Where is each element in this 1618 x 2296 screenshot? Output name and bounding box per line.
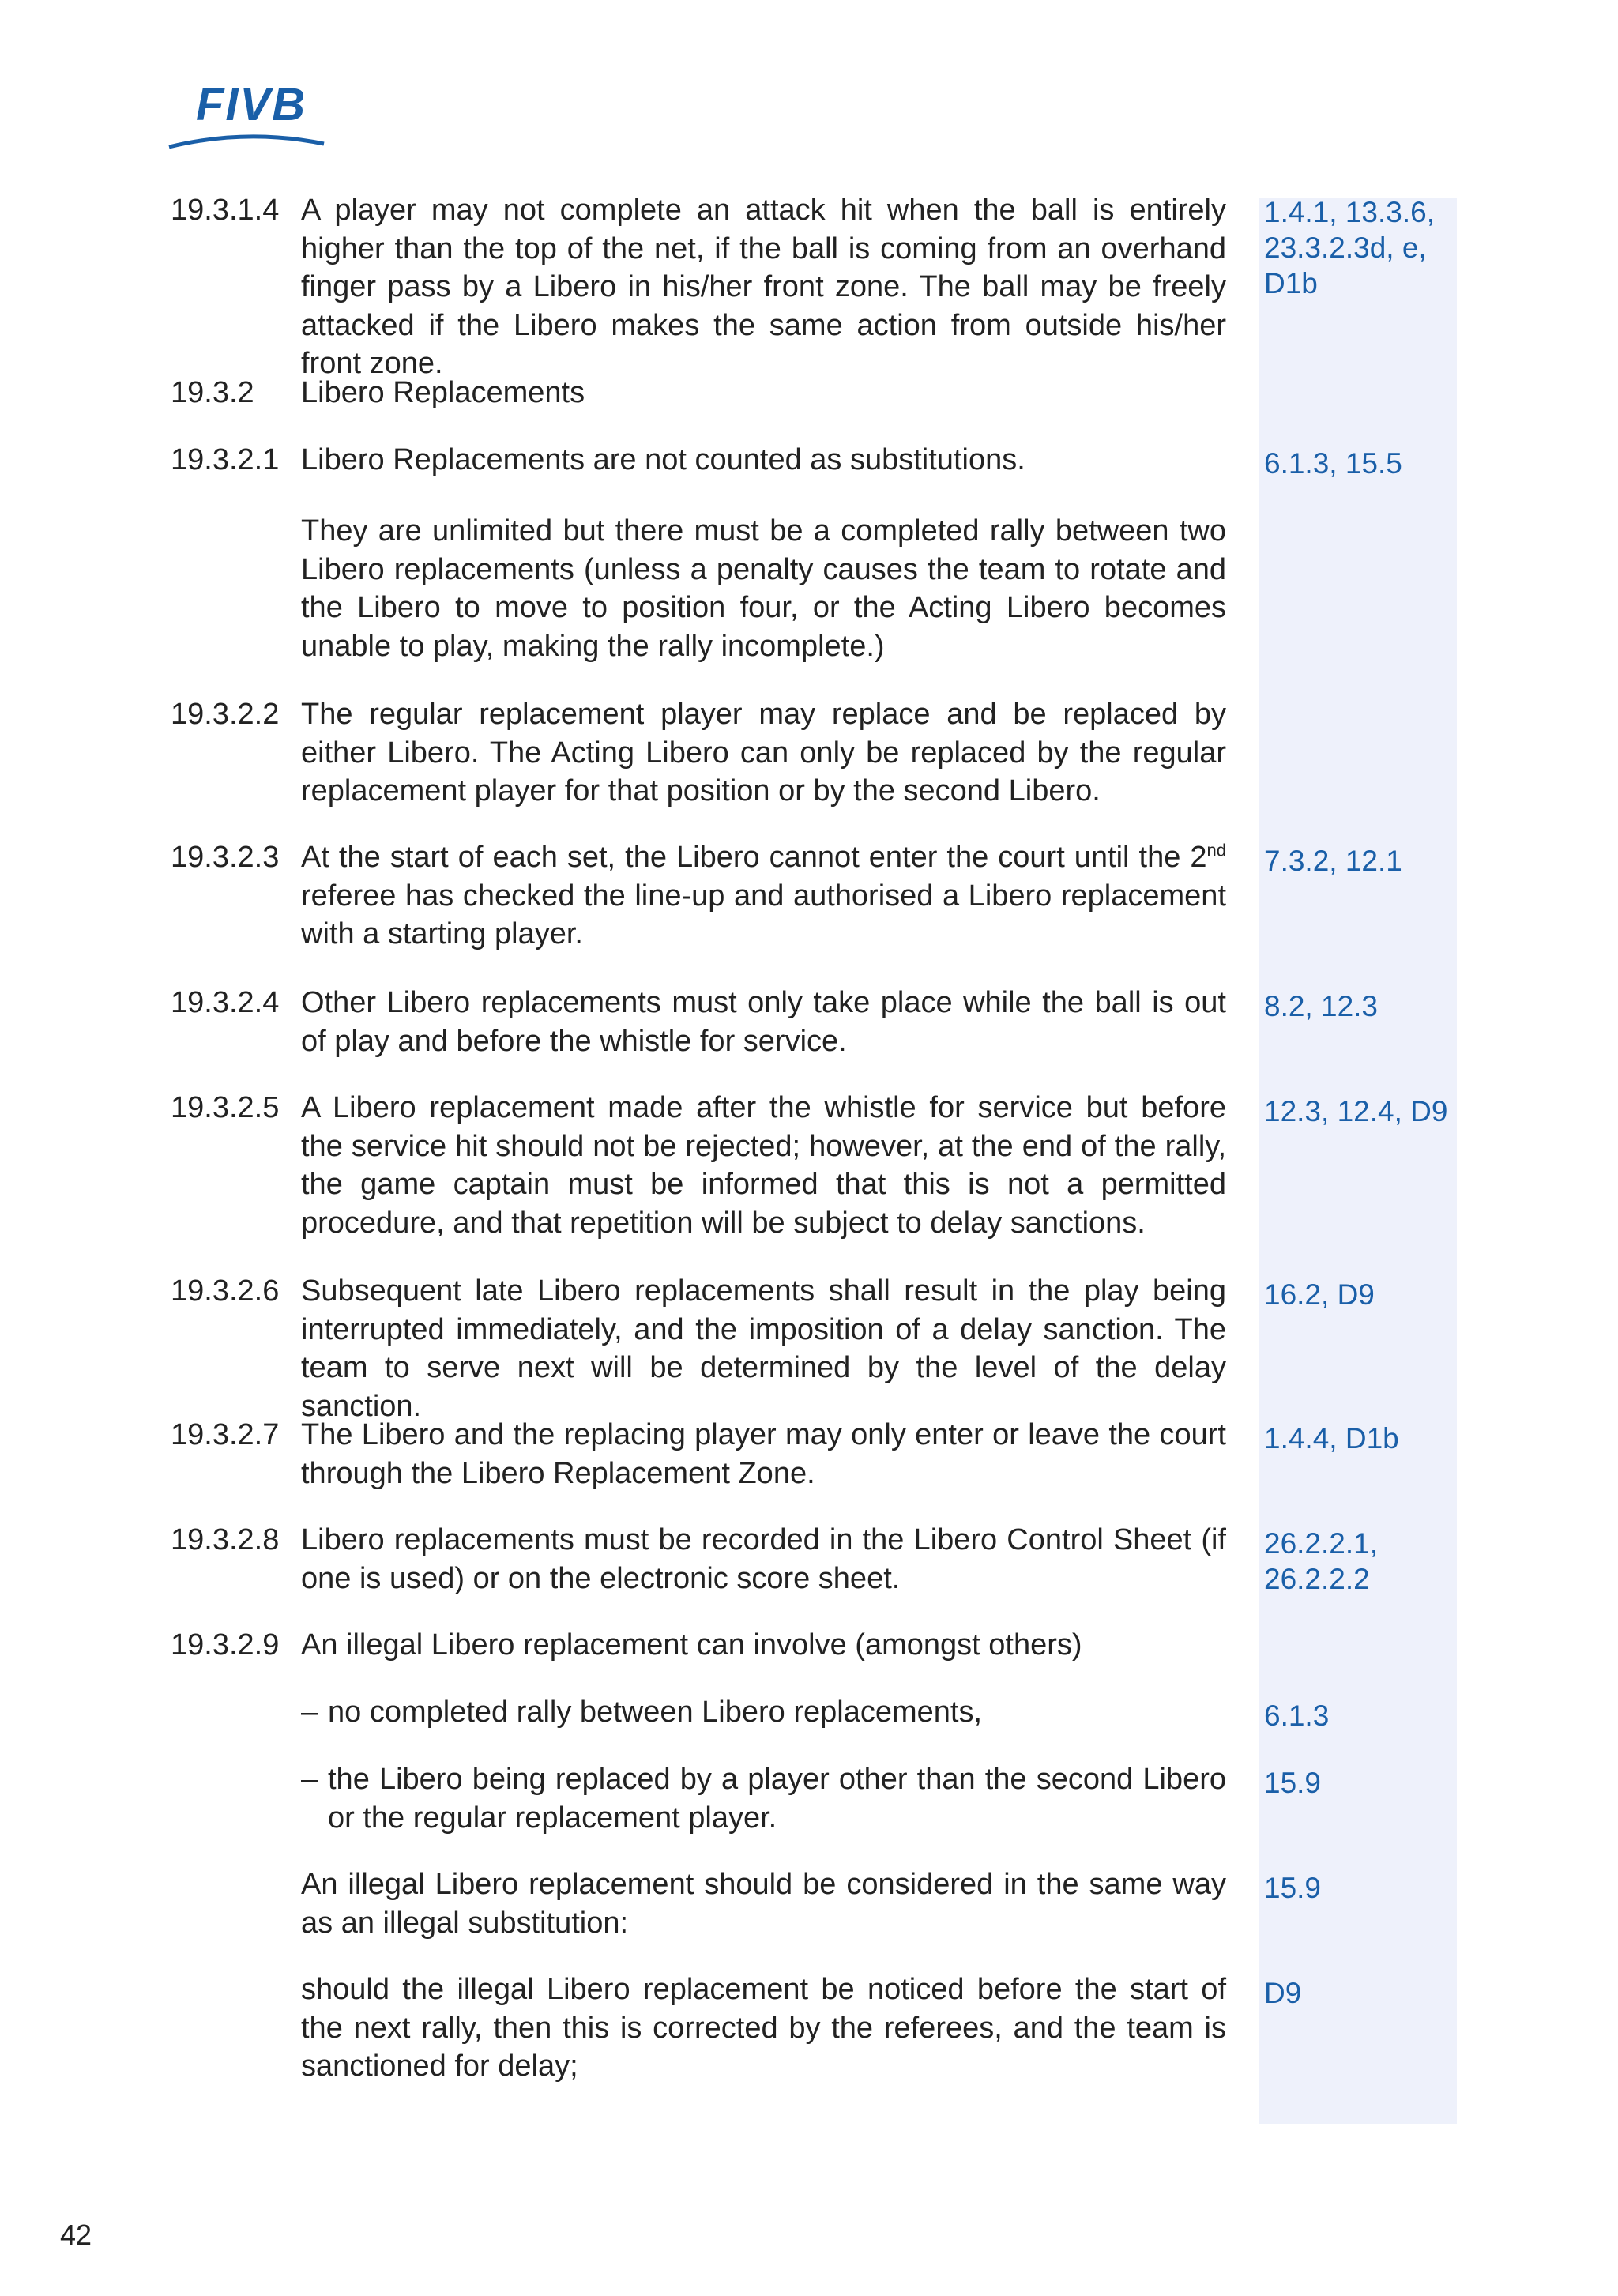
- bullet-list-item: [301, 1760, 1226, 1837]
- rule-cross-reference: 6.1.3: [1264, 1699, 1330, 1732]
- rule-text: The Libero and the replacing player may only enter or leave the court through the Libero Replacement Zone.: [301, 1418, 1226, 1490]
- logo-swoosh-icon: [167, 123, 325, 150]
- rule-cross-reference: 1.4.4, D1b: [1264, 1422, 1399, 1455]
- rule-number: 19.3.2.2: [171, 698, 280, 731]
- rule-text: The regular replacement player may replace and be replaced by either Libero. The Acting Libero can only be replaced by the regular replacement player for that position or by the second Libero.: [301, 698, 1226, 807]
- section-heading: Libero Replacements: [301, 376, 585, 409]
- rule-text: [301, 838, 1226, 954]
- rule-cross-reference: 1.4.1, 13.3.6, 23.3.2.3d, e, D1b: [1264, 196, 1436, 299]
- bullet-text: no completed rally between Libero replacements,: [328, 1696, 983, 1729]
- bullet-list-item: [301, 1693, 1226, 1732]
- rule-text: Subsequent late Libero replacements shall result in the play being interrupted immediately, and the imposition of a delay sanction. The team to serve next will be determined by the level of the delay sanction.: [301, 1274, 1226, 1423]
- rule-number: 19.3.1.4: [171, 194, 280, 227]
- rule-text: A Libero replacement made after the whistle for service but before the service hit should not be rejected; however, at the end of the rally, the game captain must be informed that this is not a permitted procedure, and that repetition will be subject to delay sanctions.: [301, 1091, 1226, 1240]
- rule-number: 19.3.2: [171, 376, 254, 409]
- bullet-dash: –: [301, 1763, 318, 1796]
- bullet-text: the Libero being replaced by a player other than the second Libero or the regular replacement player.: [328, 1763, 1226, 1835]
- rule-cross-reference: 6.1.3, 15.5: [1264, 447, 1402, 480]
- rule-number: 19.3.2.8: [171, 1523, 280, 1556]
- rule-number: 19.3.2.3: [171, 841, 280, 874]
- rule-cross-reference: 8.2, 12.3: [1264, 990, 1379, 1022]
- logo-wordmark: FIVB: [196, 79, 307, 130]
- rule-text-part: At the start of each set, the Libero cannot enter the court until the 2: [301, 841, 1207, 874]
- rule-number: 19.3.2.5: [171, 1091, 280, 1124]
- rule-number: 19.3.2.4: [171, 986, 280, 1019]
- rule-text-part: referee has checked the line-up and authorised a Libero replacement with a starting player.: [301, 879, 1226, 950]
- rule-text: They are unlimited but there must be a completed rally between two Libero replacements (unless a penalty causes the team to rotate and the Libero to move to position four, or the Acting Libero becomes unable to play, making the rally incomplete.): [301, 514, 1226, 663]
- rule-cross-reference: 15.9: [1264, 1872, 1322, 1904]
- rule-text: Libero Replacements are not counted as substitutions.: [301, 443, 1025, 476]
- rule-number: 19.3.2.7: [171, 1418, 280, 1451]
- rule-number: 19.3.2.6: [171, 1274, 280, 1308]
- rule-text: A player may not complete an attack hit when the ball is entirely higher than the top of the net, if the ball is coming from an overhand finger pass by a Libero in his/her front zone. The ball may be freely attacked if the Libero makes the same action from outside his/her front zone.: [301, 194, 1226, 380]
- rule-text: Other Libero replacements must only take place while the ball is out of play and before the whistle for service.: [301, 986, 1226, 1058]
- rule-cross-reference: 16.2, D9: [1264, 1278, 1375, 1311]
- fivb-logo: [167, 79, 325, 150]
- rule-cross-reference: 26.2.2.1, 26.2.2.2: [1264, 1527, 1379, 1595]
- page-number: 42: [60, 2219, 92, 2251]
- rule-text: Libero replacements must be recorded in the Libero Control Sheet (if one is used) or on the electronic score sheet.: [301, 1523, 1226, 1595]
- bullet-dash: –: [301, 1696, 318, 1729]
- rule-cross-reference: 12.3, 12.4, D9: [1264, 1095, 1448, 1127]
- ordinal-superscript: nd: [1206, 840, 1226, 860]
- rule-text: An illegal Libero replacement can involve (amongst others): [301, 1628, 1082, 1662]
- rule-text: should the illegal Libero replacement be noticed before the start of the next rally, then this is corrected by the referees, and the team is sanctioned for delay;: [301, 1973, 1226, 2083]
- rule-cross-reference: 15.9: [1264, 1767, 1322, 1799]
- rule-number: 19.3.2.1: [171, 443, 280, 476]
- rule-text: An illegal Libero replacement should be considered in the same way as an illegal substitution:: [301, 1868, 1226, 1940]
- rule-cross-reference: D9: [1264, 1977, 1302, 2009]
- cross-reference-column: [1259, 198, 1457, 2124]
- rule-number: 19.3.2.9: [171, 1628, 280, 1662]
- rule-cross-reference: 7.3.2, 12.1: [1264, 845, 1402, 877]
